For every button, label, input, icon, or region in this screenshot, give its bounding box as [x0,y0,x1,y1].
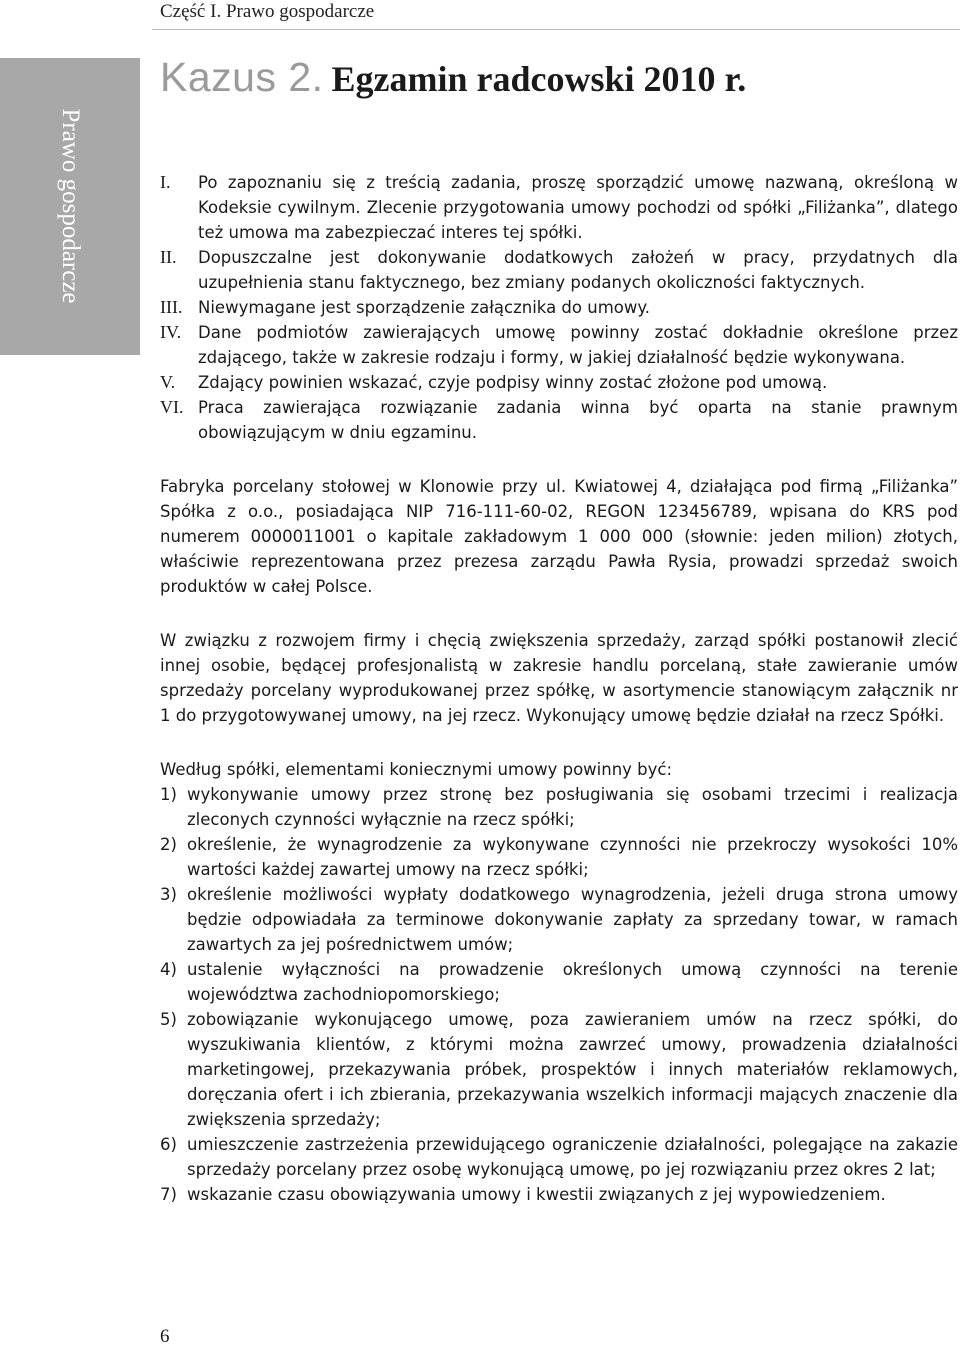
side-tab-label: Prawo gospodarcze [57,108,84,304]
page-number: 6 [160,1326,170,1347]
instruction-item [160,320,958,370]
list-item-number: 7) [160,1185,177,1204]
instruction-item [160,295,958,320]
page-title [160,55,746,102]
instructions-list [160,170,958,445]
running-header: Część I. Prawo gospodarcze [160,1,375,22]
instruction-number: III. [160,297,183,317]
instruction-item [160,395,958,445]
list-item-number: 5) [160,1010,177,1029]
instruction-item [160,245,958,295]
instruction-number: I. [160,172,171,192]
list-item [160,1182,958,1207]
header-divider [152,29,960,30]
list-item-text: zobowiązanie wykonującego umowę, poza zawieraniem umów na rzecz spółki, do wyszukiwania klientów, z którymi można zawrzeć umowy, prowadzenia działalności marketingowej, przekazywania próbek, prospektów i innych materiałów reklamowych, doręczania ofert i ich zbierania, przekazywania wszelkich informacji mających znaczenie dla zwiększenia sprzedaży; [187,1010,958,1129]
list-item [160,1132,958,1182]
list-item [160,782,958,832]
instruction-text: Dane podmiotów zawierających umowę powinny zostać dokładnie określone przez zdającego, także w zakresie rodzaju i formy, w jakiej działalność będzie wykonywana. [198,323,958,367]
list-item-number: 2) [160,835,177,854]
instruction-number: VI. [160,397,184,417]
list-item-text: wykonywanie umowy przez stronę bez posługiwania się osobami trzecimi i realizacja zleconych czynności wyłącznie na rzecz spółki; [187,785,958,829]
main-content [160,170,958,1207]
list-item [160,882,958,957]
list-item-text: określenie, że wynagrodzenie za wykonywane czynności nie przekroczy wysokości 10% wartości każdej zawartej umowy na rzecz spółki; [187,835,958,879]
required-elements-list [160,782,958,1207]
instruction-item [160,370,958,395]
instruction-text: Po zapoznaniu się z treścią zadania, proszę sporządzić umowę nazwaną, określoną w Kodeksie cywilnym. Zlecenie przygotowania umowy pochodzi od spółki „Filiżanka”, dlatego też umowa ma zabezpieczać interes tej spółki. [198,173,958,242]
instruction-number: V. [160,372,176,392]
list-item-number: 1) [160,785,177,804]
list-item [160,832,958,882]
list-item-number: 6) [160,1135,177,1154]
list-item [160,957,958,1007]
instruction-item [160,170,958,245]
title-text: Egzamin radcowski 2010 r. [331,59,747,99]
list-item-text: wskazanie czasu obowiązywania umowy i kwestii związanych z jej wypowiedzeniem. [187,1185,886,1204]
instruction-number: II. [160,247,177,267]
instruction-text: Zdający powinien wskazać, czyje podpisy winny zostać złożone pod umową. [198,373,828,392]
list-item [160,1007,958,1132]
list-item-number: 3) [160,885,177,904]
list-item-text: ustalenie wyłączności na prowadzenie określonych umową czynności na terenie województwa zachodniopomorskiego; [187,960,958,1004]
case-facts-paragraph: Fabryka porcelany stołowej w Klonowie przy ul. Kwiatowej 4, działająca pod firmą „Filiżanka” Spółka z o.o., posiadająca NIP 716-111-60-02, REGON 123456789, wpisana do KRS pod numerem 0000011001 o kapitale zakładowym 1 000 000 (słownie: jeden milion) złotych, właściwie reprezentowana przez prezesa zarządu Pawła Rysia, prowadzi sprzedaż swoich produktów w całej Polsce. [160,477,958,596]
elements-intro: Według spółki, elementami koniecznymi umowy powinny być: [160,760,673,779]
instruction-text: Dopuszczalne jest dokonywanie dodatkowych założeń w pracy, przydatnych dla uzupełnienia stanu faktycznego, bez zmiany podanych okoliczności faktycznych. [198,248,958,292]
list-item-text: określenie możliwości wypłaty dodatkowego wynagrodzenia, jeżeli druga strona umowy będzie odpowiadała za terminowe dokonywanie zapłaty za sprzedany towar, w ramach zawartych za jej pośrednictwem umów; [187,885,958,954]
instruction-text: Praca zawierająca rozwiązanie zadania winna być oparta na stanie prawnym obowiązującym w dniu egzaminu. [198,398,958,442]
list-item-text: umieszczenie zastrzeżenia przewidującego ograniczenie działalności, polegające na zakazie sprzedaży porcelany przez osobę wykonującą umowę, po jej rozwiązaniu przez okres 2 lat; [187,1135,958,1179]
title-case-number: Kazus 2. [160,54,324,100]
side-tab [0,58,140,355]
list-item-number: 4) [160,960,177,979]
instruction-number: IV. [160,322,182,342]
case-context-paragraph: W związku z rozwojem firmy i chęcią zwiększenia sprzedaży, zarząd spółki postanowił zlecić innej osobie, będącej profesjonalistą w zakresie handlu porcelaną, stałe zawieranie umów sprzedaży porcelany wyprodukowanej przez spółkę, w asortymencie stanowiącym załącznik nr 1 do przygotowywanej umowy, na jej rzecz. Wykonujący umowę będzie działał na rzecz Spółki. [160,631,958,725]
instruction-text: Niewymagane jest sporządzenie załącznika do umowy. [198,298,651,317]
